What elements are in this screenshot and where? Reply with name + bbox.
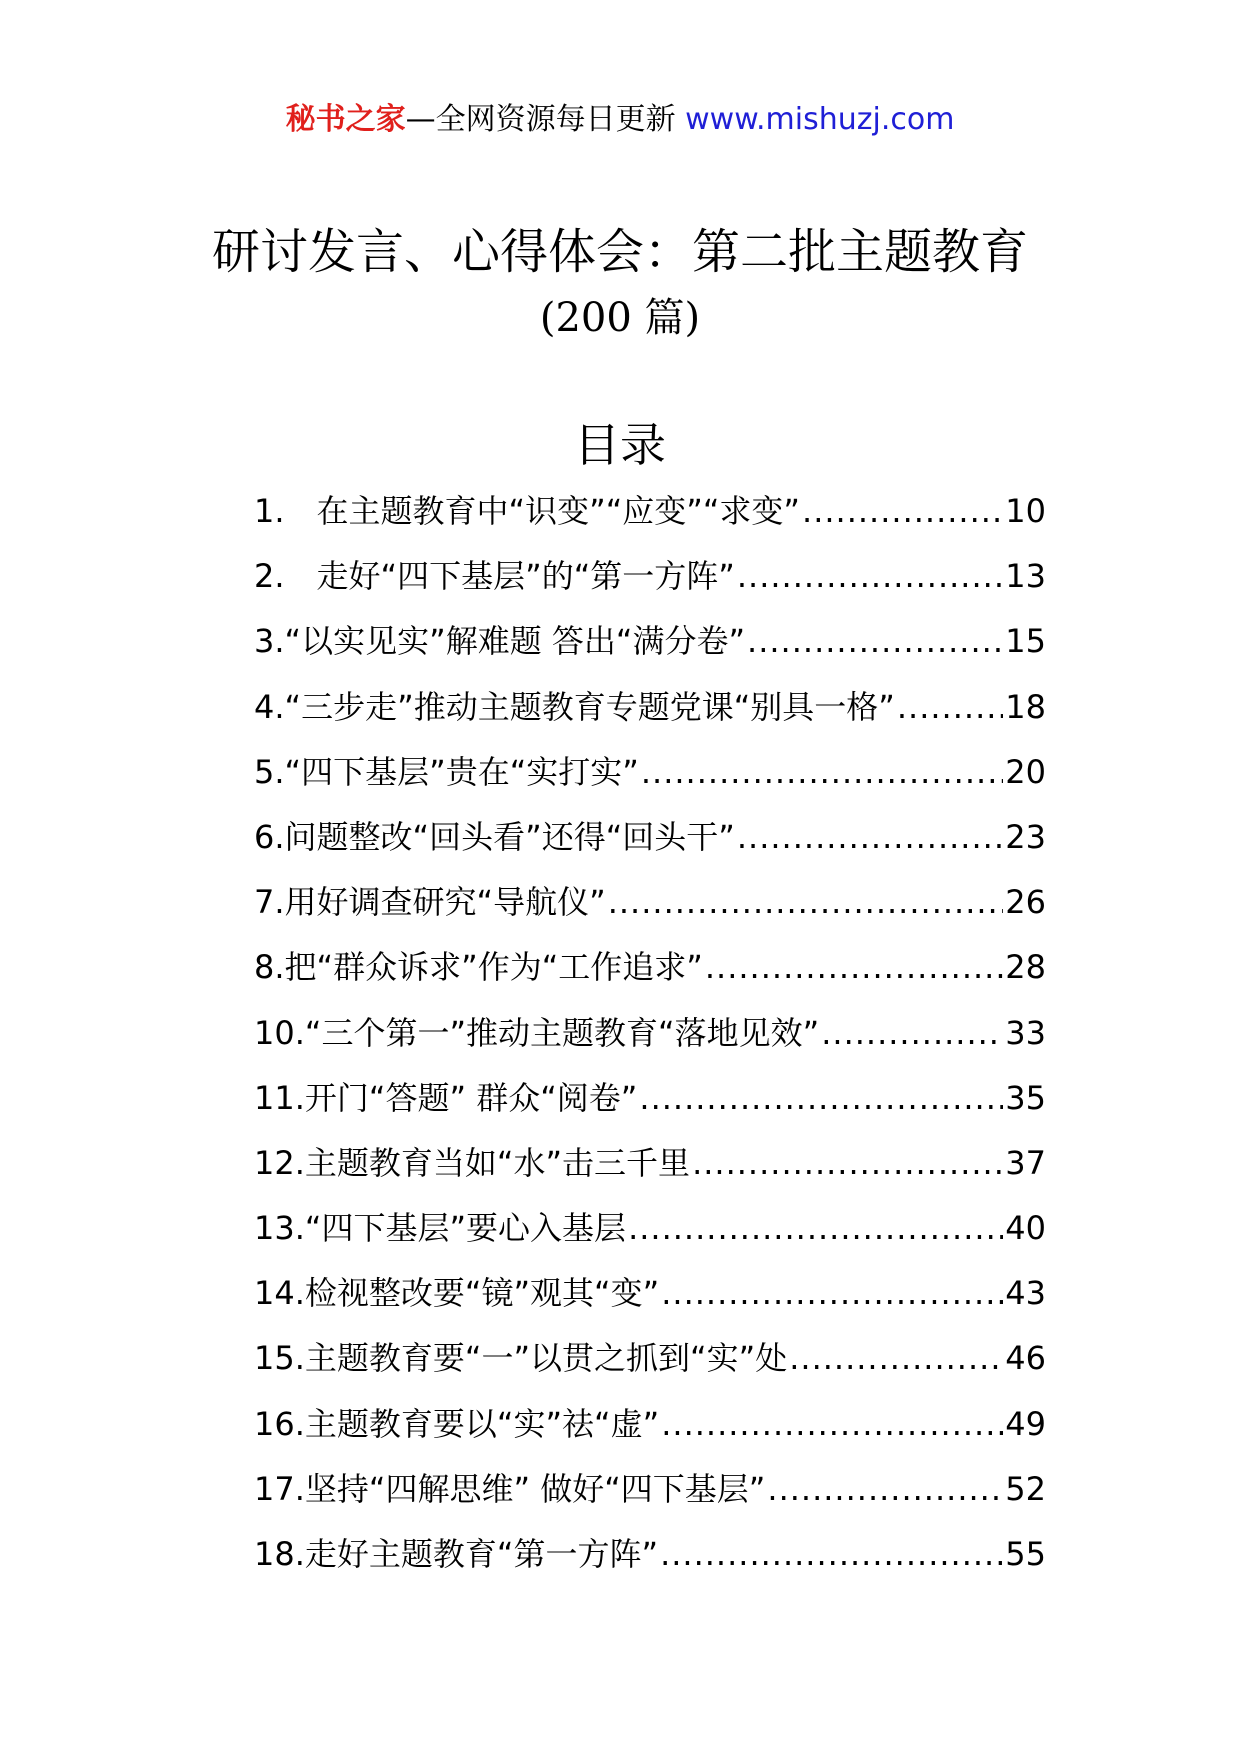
toc-entry-page-number: 33 bbox=[1005, 1013, 1046, 1052]
toc-entry[interactable] bbox=[254, 554, 1046, 619]
site-tagline: —全网资源每日更新 bbox=[405, 102, 676, 137]
toc-entry[interactable] bbox=[254, 1271, 1046, 1336]
toc-entry[interactable] bbox=[254, 815, 1046, 880]
toc-entry[interactable] bbox=[254, 619, 1046, 684]
toc-entry-title: 16.主题教育要以“实”祛“虚” bbox=[254, 1404, 660, 1443]
toc-entry[interactable] bbox=[254, 1467, 1046, 1532]
toc-entry-title: 6.问题整改“回头看”还得“回头干” bbox=[254, 817, 735, 856]
toc-entry-title: 10.“三个第一”推动主题教育“落地见效” bbox=[254, 1013, 820, 1052]
toc-dot-leader bbox=[692, 1141, 1003, 1185]
toc-dot-leader bbox=[789, 1336, 1003, 1380]
toc-dot-leader bbox=[802, 489, 1003, 533]
site-url-link[interactable]: www.mishuzj.com bbox=[685, 102, 955, 137]
toc-entry-title: 12.主题教育当如“水”击三千里 bbox=[254, 1143, 691, 1182]
toc-entry-page-number: 49 bbox=[1005, 1404, 1046, 1443]
toc-entry-page-number: 23 bbox=[1005, 817, 1046, 856]
toc-entry[interactable] bbox=[254, 750, 1046, 815]
toc-entry-page-number: 26 bbox=[1005, 883, 1046, 922]
document-subtitle: (200 篇) bbox=[539, 295, 701, 341]
toc-entry-page-number: 13 bbox=[1005, 557, 1046, 596]
site-header bbox=[0, 100, 1240, 140]
toc-entry[interactable] bbox=[254, 880, 1046, 945]
toc-entry-title: 2. 走好“四下基层”的“第一方阵” bbox=[254, 557, 735, 596]
toc-entry-page-number: 10 bbox=[1005, 492, 1046, 530]
toc-dot-leader bbox=[628, 1206, 1003, 1250]
toc-entry[interactable] bbox=[254, 1076, 1046, 1141]
toc-entry-page-number: 18 bbox=[1005, 687, 1046, 726]
toc-entry-page-number: 15 bbox=[1005, 622, 1046, 661]
toc-entry[interactable] bbox=[254, 945, 1046, 1010]
toc-entry-page-number: 43 bbox=[1005, 1274, 1046, 1313]
toc-entry[interactable] bbox=[254, 685, 1046, 750]
toc-entry-title: 4.“三步走”推动主题教育专题党课“别具一格” bbox=[254, 687, 895, 726]
toc-entry-title: 14.检视整改要“镜”观其“变” bbox=[254, 1274, 660, 1313]
toc-dot-leader bbox=[897, 685, 1003, 729]
toc-dot-leader bbox=[821, 1011, 1003, 1055]
toc-dot-leader bbox=[608, 880, 1004, 924]
toc-entry-title: 11.开门“答题” 群众“阅卷” bbox=[254, 1078, 638, 1117]
toc-dot-leader bbox=[747, 619, 1003, 663]
toc-entry[interactable] bbox=[254, 1336, 1046, 1401]
toc-dot-leader bbox=[767, 1467, 1003, 1511]
toc-dot-leader bbox=[661, 1271, 1003, 1315]
toc-entry-page-number: 46 bbox=[1005, 1339, 1046, 1378]
toc-dot-leader bbox=[737, 554, 1003, 598]
toc-dot-leader bbox=[705, 945, 1003, 989]
toc-dot-leader bbox=[641, 750, 1003, 794]
toc-entry-page-number: 37 bbox=[1005, 1143, 1046, 1182]
toc-dot-leader bbox=[639, 1076, 1003, 1120]
toc-entry-title: 3.“以实见实”解难题 答出“满分卷” bbox=[254, 622, 746, 661]
toc-entry-page-number: 35 bbox=[1005, 1078, 1046, 1117]
toc-entry-title: 8.把“群众诉求”作为“工作追求” bbox=[254, 948, 703, 987]
toc-entry-page-number: 20 bbox=[1005, 752, 1046, 791]
toc-entry-title: 7.用好调查研究“导航仪” bbox=[254, 883, 606, 922]
document-title: 研讨发言、心得体会：第二批主题教育 bbox=[211, 224, 1028, 280]
toc-entry-title: 1. 在主题教育中“识变”“应变”“求变” bbox=[254, 492, 801, 530]
toc-entry[interactable] bbox=[254, 1011, 1046, 1076]
toc-entry[interactable] bbox=[254, 1141, 1046, 1206]
toc-dot-leader bbox=[661, 1402, 1003, 1446]
toc-entry[interactable] bbox=[254, 1532, 1046, 1597]
toc-entry-title: 5.“四下基层”贵在“实打实” bbox=[254, 752, 639, 791]
toc-heading: 目录 bbox=[574, 418, 666, 472]
toc-entry-title: 15.主题教育要“一”以贯之抓到“实”处 bbox=[254, 1339, 788, 1378]
toc-entry-page-number: 40 bbox=[1005, 1209, 1046, 1248]
table-of-contents bbox=[254, 489, 1046, 1597]
toc-entry[interactable] bbox=[254, 1402, 1046, 1467]
toc-entry-page-number: 52 bbox=[1005, 1469, 1046, 1508]
toc-dot-leader bbox=[660, 1532, 1003, 1576]
toc-entry[interactable] bbox=[254, 489, 1046, 554]
toc-entry-title: 18.走好主题教育“第一方阵” bbox=[254, 1535, 659, 1573]
toc-entry[interactable] bbox=[254, 1206, 1046, 1271]
toc-entry-title: 13.“四下基层”要心入基层 bbox=[254, 1209, 627, 1248]
brand-name: 秘书之家 bbox=[285, 102, 406, 137]
toc-dot-leader bbox=[737, 815, 1003, 859]
toc-entry-page-number: 55 bbox=[1005, 1535, 1046, 1573]
toc-entry-title: 17.坚持“四解思维” 做好“四下基层” bbox=[254, 1469, 766, 1508]
toc-entry-page-number: 28 bbox=[1005, 948, 1046, 987]
